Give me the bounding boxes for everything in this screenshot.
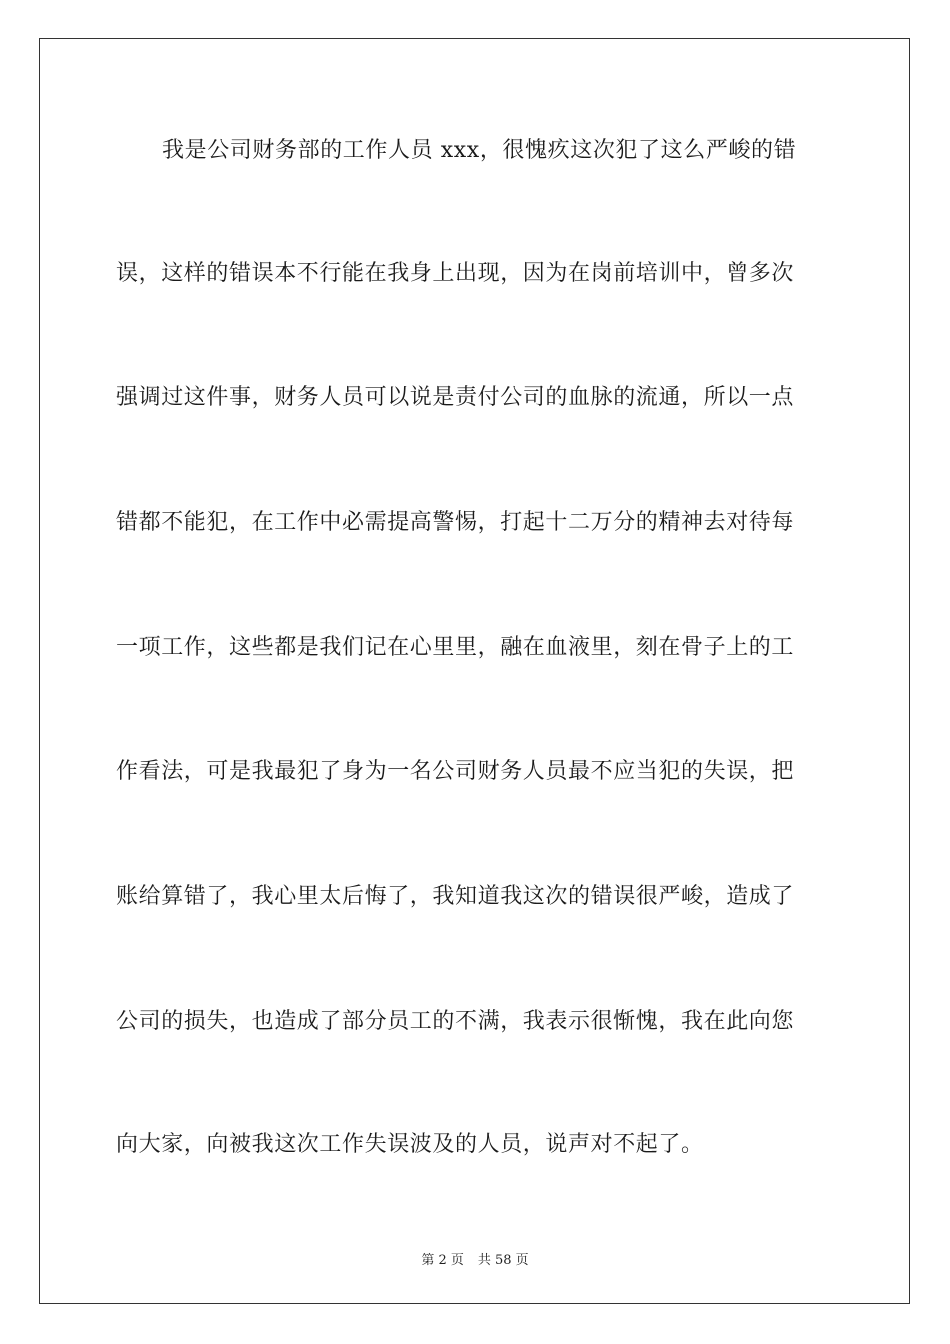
paragraph-line: 公司的损失，也造成了部分员工的不满，我表示很惭愧，我在此向您 bbox=[116, 1009, 795, 1034]
paragraph-line: 账给算错了，我心里太后悔了，我知道我这次的错误很严峻，造成了 bbox=[116, 884, 795, 909]
page-border bbox=[39, 38, 910, 1304]
page-total: 共 58 页 bbox=[477, 1253, 529, 1268]
paragraph-line: 误，这样的错误本不行能在我身上出现，因为在岗前培训中，曾多次 bbox=[116, 261, 795, 286]
paragraph-line: 向大家，向被我这次工作失误波及的人员，说声对不起了。 bbox=[116, 1132, 704, 1157]
paragraph-line: 一项工作，这些都是我们记在心里里，融在血液里，刻在骨子上的工 bbox=[116, 635, 795, 660]
paragraph-line: 我是公司财务部的工作人员 xxx，很愧疚这次犯了这么严峻的错 bbox=[162, 138, 797, 163]
page-footer bbox=[0, 1249, 950, 1268]
paragraph-line: 强调过这件事，财务人员可以说是责付公司的血脉的流通，所以一点 bbox=[116, 385, 795, 410]
paragraph-line: 作看法，可是我最犯了身为一名公司财务人员最不应当犯的失误，把 bbox=[116, 759, 795, 784]
paragraph-line: 错都不能犯，在工作中必需提高警惕，打起十二万分的精神去对待每 bbox=[116, 510, 795, 535]
page-number: 第 2 页 bbox=[421, 1253, 464, 1268]
